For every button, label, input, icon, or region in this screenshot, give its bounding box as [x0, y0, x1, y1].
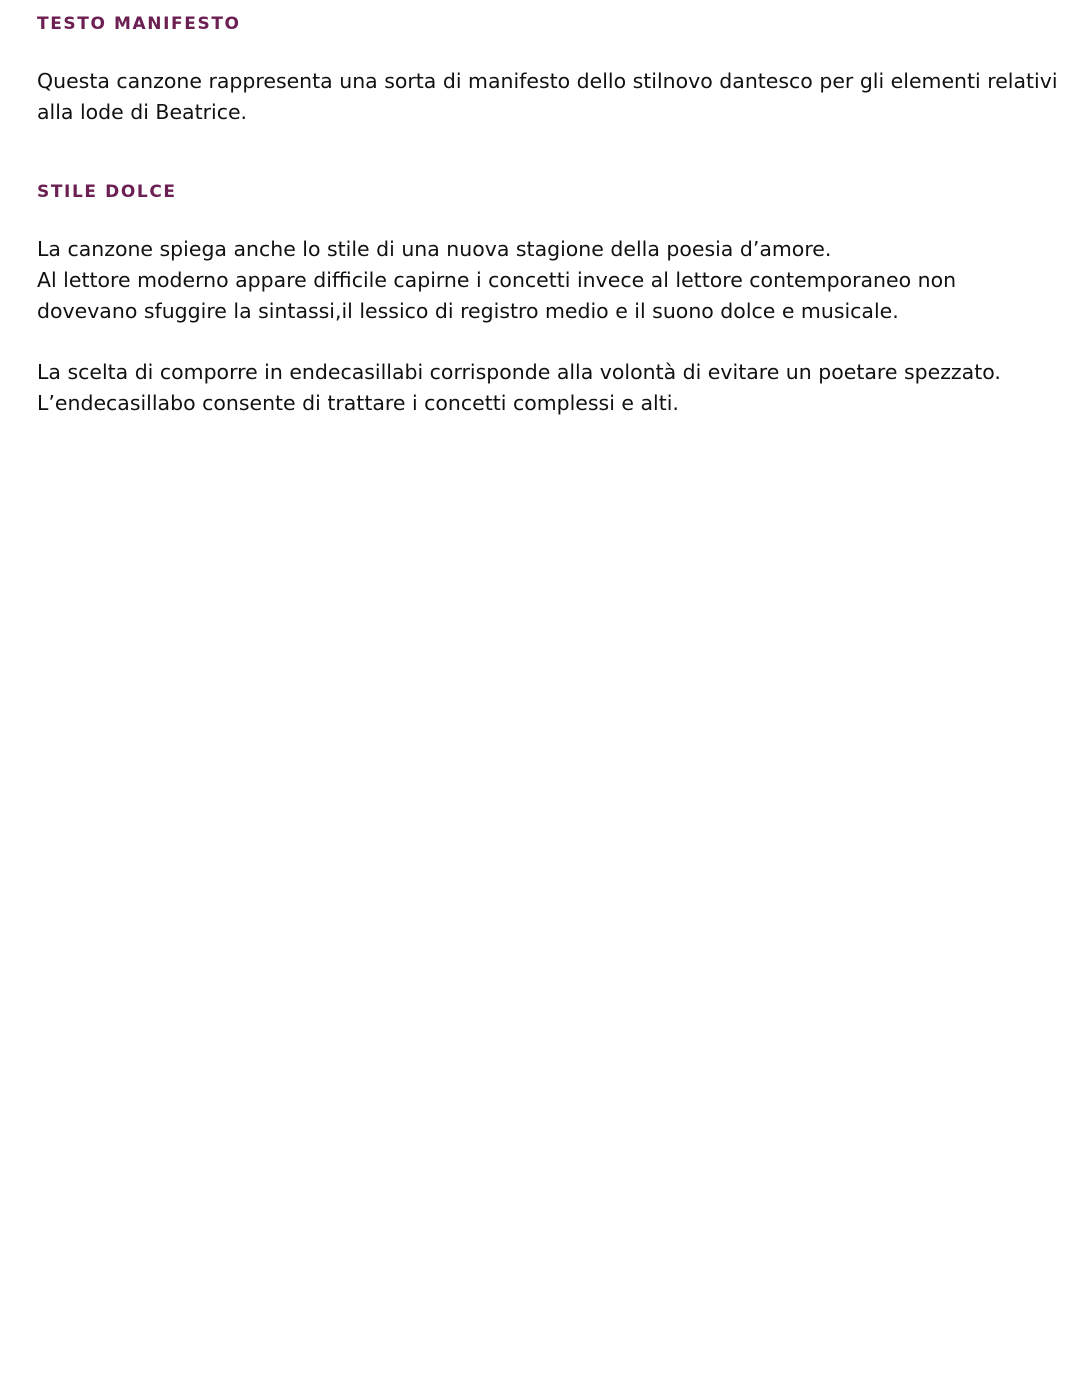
paragraph-line: La scelta di comporre in endecasillabi corrisponde alla volontà di evitare un poetare spezzato.	[37, 360, 1001, 384]
paragraph-endecasillabi	[37, 357, 1077, 419]
paragraph-stile	[37, 234, 1077, 327]
paragraph-line: Questa canzone rappresenta una sorta di manifesto dello stilnovo dantesco per gli elementi relativi	[37, 69, 1058, 93]
paragraph-line: L’endecasillabo consente di trattare i concetti complessi e alti.	[37, 391, 679, 415]
paragraph-line: alla lode di Beatrice.	[37, 100, 248, 124]
section-heading-stile-dolce: STILE DOLCE	[37, 182, 177, 202]
paragraph-line: La canzone spiega anche lo stile di una nuova stagione della poesia d’amore.	[37, 237, 832, 261]
paragraph-line: dovevano sfuggire la sintassi,il lessico di registro medio e il suono dolce e musicale.	[37, 299, 899, 323]
paragraph-manifesto	[37, 66, 1077, 128]
section-heading-testo-manifesto: TESTO MANIFESTO	[37, 14, 241, 34]
paragraph-line: Al lettore moderno appare difficile capirne i concetti invece al lettore contemporaneo non	[37, 268, 957, 292]
